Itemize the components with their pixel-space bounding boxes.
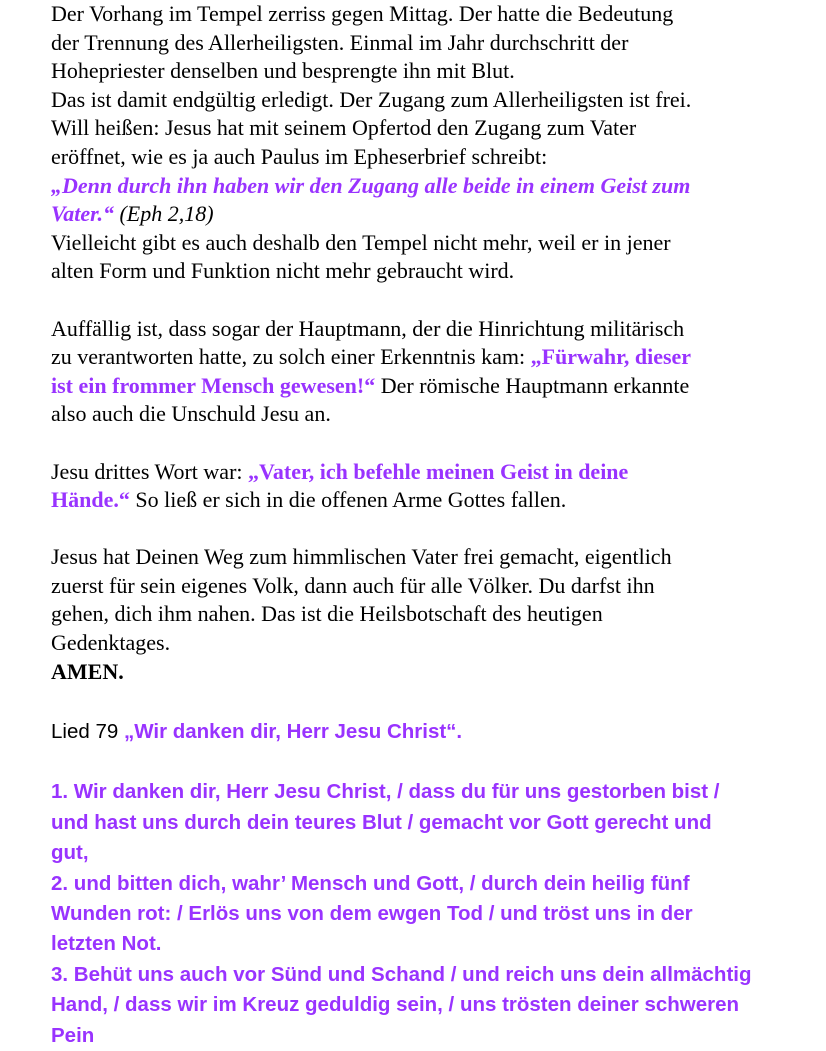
hymn-verse-line bbox=[51, 929, 806, 959]
hymn-verse-line bbox=[51, 960, 806, 990]
verse-2-text: Wunden rot: / Erlös uns von dem ewgen Tod / und tröst uns in der bbox=[51, 902, 693, 926]
text-span: alten Form und Funktion nicht mehr gebraucht wird. bbox=[51, 258, 515, 284]
hymn-verse-line bbox=[51, 869, 806, 899]
text-span: Auffällig ist, dass sogar der Hauptmann, der die Hinrichtung militärisch bbox=[51, 315, 685, 341]
verse-1-text: und hast uns durch dein teures Blut / gemacht vor Gott gerecht und bbox=[51, 810, 712, 834]
verse-3-text: 3. Behüt uns auch vor Sünd und Schand / und reich uns dein allmächtig bbox=[51, 962, 752, 986]
text-span: Das ist damit endgültig erledigt. Der Zugang zum Allerheiligsten ist frei. bbox=[51, 86, 692, 112]
hymn-verse-line bbox=[51, 899, 806, 929]
verse-2-text: 2. und bitten dich, wahr’ Mensch und Gott, / durch dein heilig fünf bbox=[51, 871, 690, 895]
hymn-heading bbox=[51, 717, 806, 747]
hymn-title: „Wir danken dir, Herr Jesu Christ“. bbox=[123, 719, 463, 743]
text-line bbox=[51, 86, 806, 115]
paragraph-gap bbox=[51, 515, 806, 544]
text-span: So ließ er sich in die offenen Arme Gottes fallen. bbox=[129, 487, 567, 513]
scripture-quote-line bbox=[51, 200, 806, 229]
hymn-verse-line bbox=[51, 808, 806, 838]
sermon-paragraph-conclusion bbox=[51, 543, 806, 686]
sermon-paragraph-third-word bbox=[51, 458, 806, 515]
text-span: Jesu drittes Wort war: bbox=[51, 458, 249, 484]
text-span: Der Vorhang im Tempel zerriss gegen Mittag. Der hatte die Bedeutung bbox=[51, 1, 674, 26]
sermon-paragraph-centurion bbox=[51, 315, 806, 429]
text-line bbox=[51, 486, 806, 515]
text-span: gehen, dich ihm nahen. Das ist die Heilsbotschaft des heutigen bbox=[51, 601, 603, 627]
text-line bbox=[51, 257, 806, 286]
text-line bbox=[51, 0, 806, 29]
scripture-quote-line bbox=[51, 172, 806, 201]
text-span: eröffnet, wie es ja auch Paulus im Epheserbrief schreibt: bbox=[51, 143, 548, 169]
paragraph-gap bbox=[51, 686, 806, 716]
text-line bbox=[51, 343, 806, 372]
hymn-verses bbox=[51, 777, 806, 1051]
text-line bbox=[51, 600, 806, 629]
text-span: also auch die Unschuld Jesu an. bbox=[51, 401, 331, 427]
jesus-quote: Hände.“ bbox=[51, 487, 130, 513]
paragraph-gap bbox=[51, 429, 806, 458]
hymn-verse-line bbox=[51, 838, 806, 868]
text-span: Hohepriester denselben und besprengte ihn mit Blut. bbox=[51, 58, 515, 84]
text-line bbox=[51, 57, 806, 86]
scripture-quote: Vater.“ bbox=[51, 201, 114, 227]
jesus-quote: „Vater, ich befehle meinen Geist in deine bbox=[248, 458, 629, 484]
hymn-verse-line bbox=[51, 990, 806, 1020]
scripture-reference: (Eph 2,18) bbox=[113, 201, 214, 227]
text-span: Der römische Hauptmann erkannte bbox=[375, 372, 690, 398]
amen: AMEN. bbox=[51, 658, 124, 684]
text-span: zu verantworten hatte, zu solch einer Erkenntnis kam: bbox=[51, 344, 531, 370]
text-line bbox=[51, 372, 806, 401]
text-line bbox=[51, 114, 806, 143]
text-line bbox=[51, 29, 806, 58]
text-line bbox=[51, 315, 806, 344]
verse-2-text: letzten Not. bbox=[51, 932, 162, 956]
verse-1-text: gut, bbox=[51, 841, 89, 865]
verse-3-text: Pein bbox=[51, 1023, 95, 1047]
paragraph-gap bbox=[51, 747, 806, 777]
text-line bbox=[51, 543, 806, 572]
text-span: zuerst für sein eigenes Volk, dann auch für alle Völker. Du darfst ihn bbox=[51, 572, 655, 598]
hymn-verse-line bbox=[51, 777, 806, 807]
text-line bbox=[51, 629, 806, 658]
scripture-quote: „Denn durch ihn haben wir den Zugang alle beide in einem Geist zum bbox=[51, 172, 691, 198]
verse-3-text: Hand, / dass wir im Kreuz geduldig sein, / uns trösten deiner schweren bbox=[51, 993, 740, 1017]
text-line bbox=[51, 717, 806, 747]
text-span: der Trennung des Allerheiligsten. Einmal im Jahr durchschritt der bbox=[51, 29, 629, 55]
hymn-verse-line bbox=[51, 1021, 806, 1051]
text-line bbox=[51, 572, 806, 601]
text-line bbox=[51, 143, 806, 172]
text-span: Jesus hat Deinen Weg zum himmlischen Vater frei gemacht, eigentlich bbox=[51, 544, 672, 570]
text-span: Vielleicht gibt es auch deshalb den Tempel nicht mehr, weil er in jener bbox=[51, 229, 671, 255]
text-span: Gedenktages. bbox=[51, 630, 171, 656]
text-span: Will heißen: Jesus hat mit seinem Opfertod den Zugang zum Vater bbox=[51, 115, 637, 141]
text-line bbox=[51, 400, 806, 429]
centurion-quote: „Fürwahr, dieser bbox=[530, 344, 692, 370]
text-line bbox=[51, 458, 806, 487]
text-line bbox=[51, 229, 806, 258]
amen-line bbox=[51, 658, 806, 687]
hymn-label: Lied 79 bbox=[51, 719, 124, 743]
verse-1-text: 1. Wir danken dir, Herr Jesu Christ, / dass du für uns gestorben bist / bbox=[51, 780, 720, 804]
centurion-quote: ist ein frommer Mensch gewesen!“ bbox=[51, 372, 376, 398]
sermon-paragraph-temple bbox=[51, 0, 806, 286]
paragraph-gap bbox=[51, 286, 806, 315]
